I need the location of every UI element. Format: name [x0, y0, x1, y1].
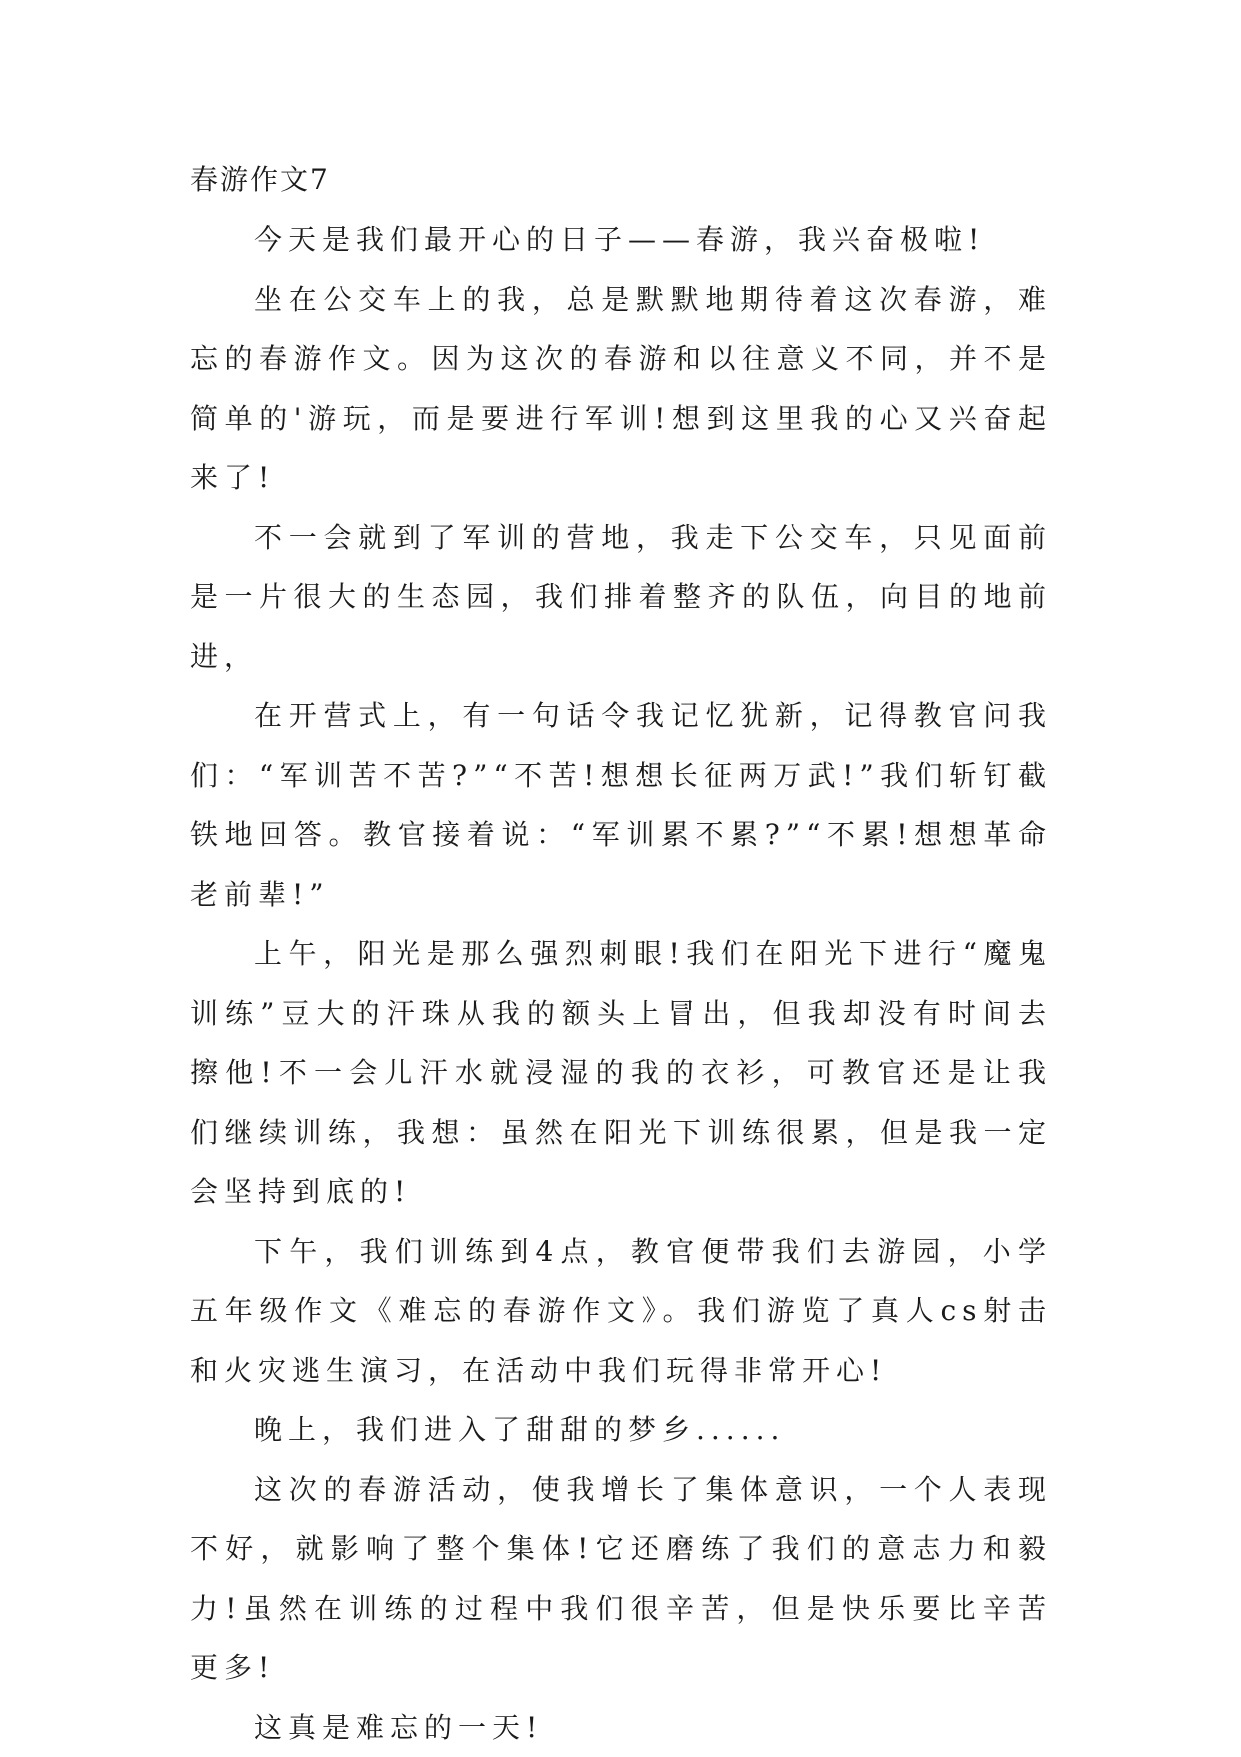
paragraph-evening: 晚上，我们进入了甜甜的梦乡...... — [190, 1400, 1052, 1460]
paragraph-opening-ceremony: 在开营式上，有一句话令我记忆犹新，记得教官问我们：“军训苦不苦?”“不苦!想想长征两万武!”我们斩钉截铁地回答。教官接着说：“军训累不累?”“不累!想想革命老前辈!” — [190, 686, 1052, 924]
paragraph-arrival: 不一会就到了军训的营地，我走下公交车，只见面前是一片很大的生态园，我们排着整齐的队伍，向目的地前进， — [190, 508, 1052, 687]
paragraph-morning: 上午，阳光是那么强烈刺眼!我们在阳光下进行“魔鬼训练”豆大的汗珠从我的额头上冒出，但我却没有时间去擦他!不一会儿汗水就浸湿的我的衣衫，可教官还是让我们继续训练，我想：虽然在阳光下训练很累，但是我一定会坚持到底的! — [190, 924, 1052, 1222]
paragraph-reflection: 这次的春游活动，使我增长了集体意识，一个人表现不好，就影响了整个集体!它还磨练了我们的意志力和毅力!虽然在训练的过程中我们很辛苦，但是快乐要比辛苦更多! — [190, 1460, 1052, 1698]
paragraph-bus: 坐在公交车上的我，总是默默地期待着这次春游，难忘的春游作文。因为这次的春游和以往意义不同，并不是简单的'游玩，而是要进行军训!想到这里我的心又兴奋起来了! — [190, 270, 1052, 508]
paragraph-afternoon: 下午，我们训练到4点，教官便带我们去游园，小学五年级作文《难忘的春游作文》。我们游览了真人cs射击和火灾逃生演习，在活动中我们玩得非常开心! — [190, 1222, 1052, 1401]
paragraph-conclusion: 这真是难忘的一天! — [190, 1698, 1052, 1757]
document-body — [190, 150, 1052, 1757]
document-title: 春游作文7 — [190, 150, 1052, 210]
paragraph-intro: 今天是我们最开心的日子——春游，我兴奋极啦! — [190, 210, 1052, 270]
